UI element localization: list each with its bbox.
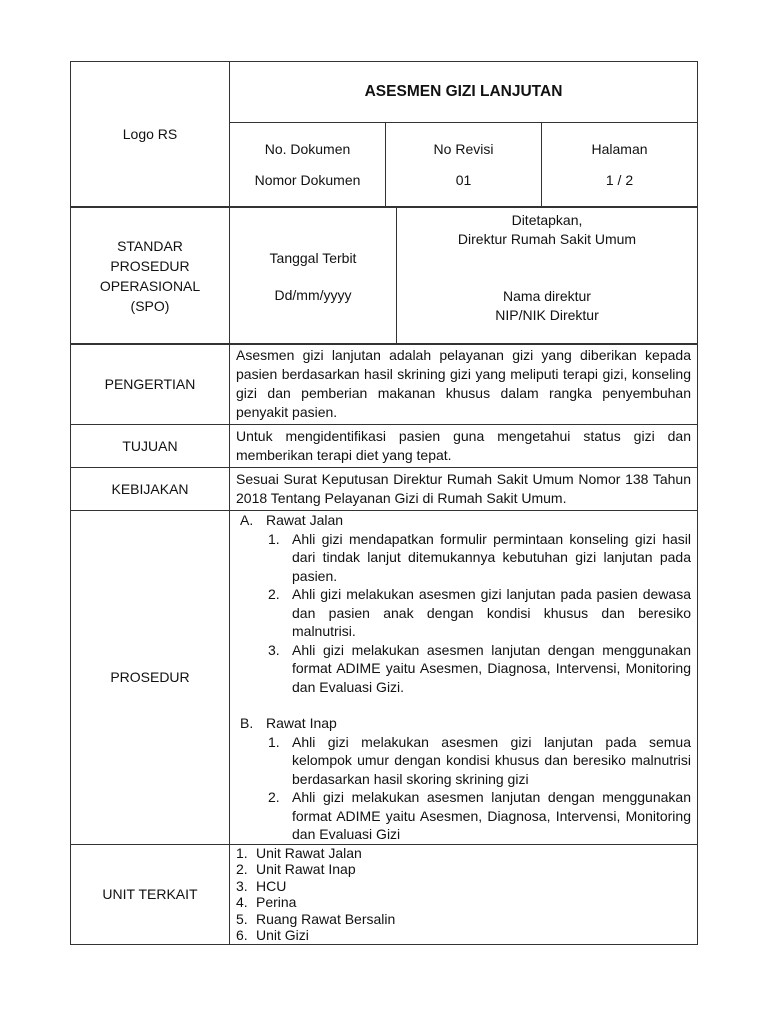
header-table — [70, 61, 698, 207]
spo-label-line: (SPO) — [130, 298, 170, 314]
list-item: 2. Ahli gizi melakukan asesmen gizi lanjutan pada pasien dewasa dan pasien anak dengan kondisi khusus dan beresiko malnutrisi. — [268, 586, 691, 639]
list-item: 5. Ruang Rawat Bersalin — [236, 910, 396, 927]
list-item: 2. Unit Rawat Inap — [236, 861, 356, 877]
doc-number-label: No. Dokumen — [264, 140, 351, 157]
page-cell — [542, 123, 698, 207]
body-table — [70, 343, 698, 945]
list-item: 3. HCU — [236, 877, 287, 894]
spo-label-line: STANDAR — [117, 238, 183, 254]
section-b-marker: B. — [240, 715, 254, 731]
tujuan-label: TUJUAN — [71, 425, 230, 468]
list-item: 1. Ahli gizi melakukan asesmen gizi lanjutan pada semua kelompok umur dengan kondisi khusus dan beresiko malnutrisi berdasarkan hasil skoring skrining gizi — [268, 733, 691, 787]
pengertian-text: Asesmen gizi lanjutan adalah pelayanan gizi yang diberikan kepada pasien berdasarkan hasil skrining gizi yang meliputi terapi gizi, konseling gizi dan pemberian makanan khusus dalam rangka penyembuhan penyakit pasien. — [230, 344, 698, 425]
prosedur-content — [230, 511, 698, 845]
prosedur-label: PROSEDUR — [71, 511, 230, 845]
unit-list — [230, 844, 698, 944]
revision-cell — [386, 123, 542, 207]
doc-number-cell — [230, 123, 386, 207]
list-item: 4. Perina — [236, 894, 297, 910]
kebijakan-label: KEBIJAKAN — [71, 468, 230, 511]
section-a-marker: A. — [240, 512, 254, 528]
issue-date-value: Dd/mm/yyyy — [274, 286, 352, 303]
doc-number-value: Nomor Dokumen — [254, 171, 361, 188]
section-a-title: Rawat Jalan — [266, 512, 344, 528]
spo-label-line: OPERASIONAL — [99, 278, 201, 294]
kebijakan-text: Sesuai Surat Keputusan Direktur Rumah Sakit Umum Nomor 138 Tahun 2018 Tentang Pelayanan Gizi di Rumah Sakit Umum. — [230, 468, 698, 511]
section-b-list — [236, 733, 691, 844]
spo-table — [70, 207, 698, 345]
section-a-list — [236, 530, 691, 697]
director-name: Nama direktur — [503, 288, 591, 304]
approval-label: Ditetapkan, — [511, 212, 583, 228]
section-b-heading — [236, 714, 691, 733]
director-title: Direktur Rumah Sakit Umum — [457, 231, 637, 247]
list-item: 6. Unit Gizi — [236, 927, 309, 943]
logo-placeholder: Logo RS — [71, 62, 230, 207]
list-item: 3. Ahli gizi melakukan asesmen lanjutan dengan menggunakan format ADIME yaitu Asesmen, Diagnosa, Intervensi, Monitoring dan Evaluasi Gizi. — [268, 641, 691, 695]
page-value: 1 / 2 — [605, 171, 634, 188]
spo-label — [71, 208, 230, 345]
approval-cell — [397, 208, 698, 345]
tujuan-text: Untuk mengidentifikasi pasien guna mengetahui status gizi dan memberikan terapi diet yang tepat. — [230, 425, 698, 468]
revision-value: 01 — [455, 171, 472, 188]
issue-date-cell — [230, 208, 397, 345]
director-id: NIP/NIK Direktur — [495, 307, 599, 323]
document-title: ASESMEN GIZI LANJUTAN — [230, 62, 698, 123]
section-b-title: Rawat Inap — [266, 715, 337, 731]
list-item: 2. Ahli gizi melakukan asesmen lanjutan dengan menggunakan format ADIME yaitu Asesmen, Diagnosa, Intervensi, Monitoring dan Evaluasi Gizi — [268, 789, 691, 842]
pengertian-label: PENGERTIAN — [71, 344, 230, 425]
list-item: 1. Unit Rawat Jalan — [236, 844, 362, 861]
issue-date-label: Tanggal Terbit — [269, 249, 357, 266]
list-item: 1. Ahli gizi mendapatkan formulir permintaan konseling gizi hasil dari tindak lanjut ditemukannya kebutuhan gizi lanjutan pada pasien. — [268, 530, 691, 584]
section-a-heading — [236, 511, 691, 530]
spo-label-line: PROSEDUR — [110, 258, 190, 274]
revision-label: No Revisi — [433, 140, 494, 157]
unit-label: UNIT TERKAIT — [71, 844, 230, 944]
page-label: Halaman — [591, 140, 648, 157]
